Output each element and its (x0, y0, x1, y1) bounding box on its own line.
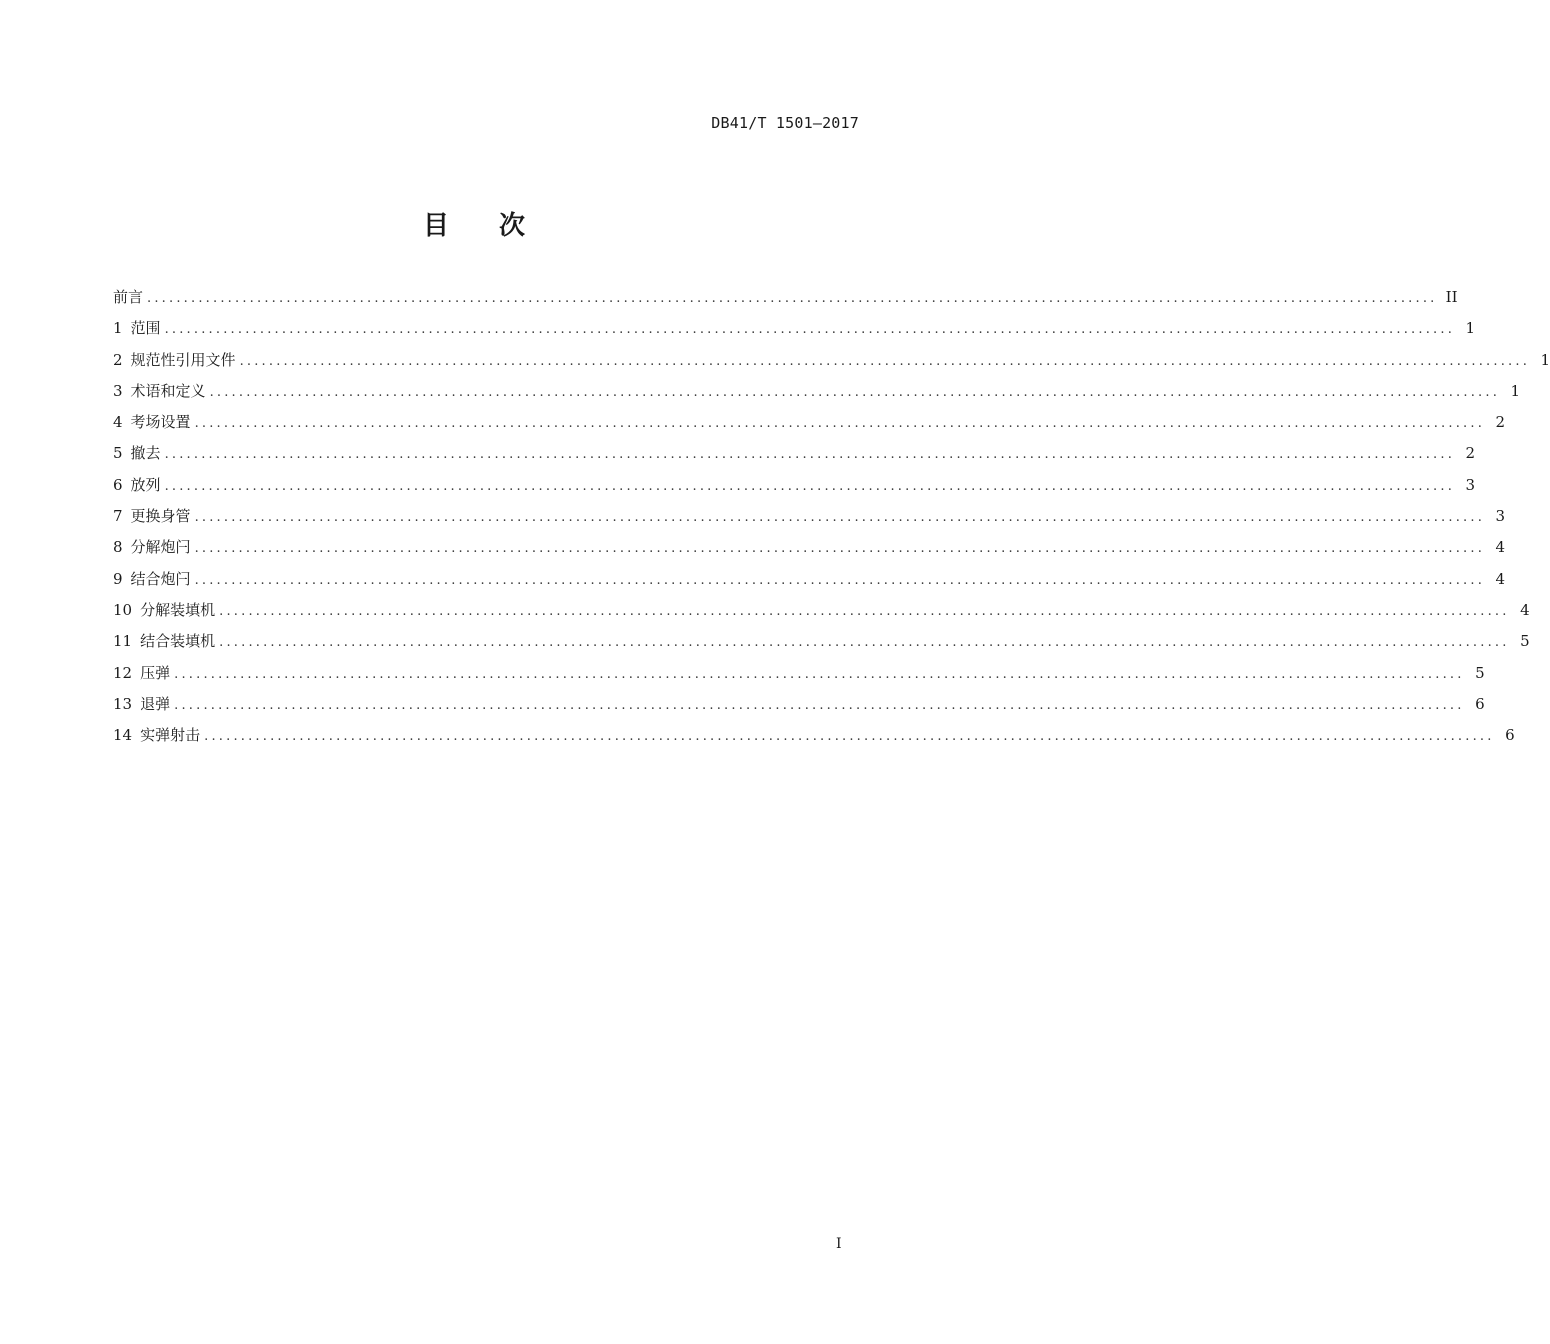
toc-entry-number: 3 (113, 381, 123, 400)
toc-entry-label: 退弹 (140, 694, 171, 713)
toc-entry-page: 3 (1465, 475, 1476, 494)
toc-dot-leader: ................................................................................................................................................................................ (164, 478, 1456, 494)
toc-entry-page: 1 (1465, 319, 1476, 338)
toc-entry-label: 放列 (130, 475, 161, 494)
toc-entry-label: 结合装填机 (140, 632, 216, 651)
toc-dot-leader: ................................................................................................................................................................................ (194, 416, 1486, 432)
toc-entry-2[interactable] (113, 348, 1550, 379)
toc-entry-5[interactable] (113, 441, 1476, 472)
toc-entry-7[interactable] (113, 504, 1506, 535)
toc-title (0, 205, 950, 242)
toc-entry-1[interactable] (113, 316, 1476, 347)
toc-entry-label: 范围 (130, 319, 161, 338)
toc-dot-leader: ................................................................................................................................................................................ (164, 322, 1456, 338)
document-code: DB41/T 1501—2017 (711, 114, 859, 132)
toc-entry-10[interactable] (113, 598, 1530, 629)
toc-entry-number: 6 (113, 475, 123, 494)
toc-entry-page: 3 (1495, 507, 1506, 526)
toc-entry-number: 7 (113, 507, 123, 526)
toc-entry-number: 10 (113, 600, 133, 619)
toc-entry-label: 分解装填机 (140, 600, 216, 619)
toc-dot-leader: ................................................................................................................................................................................ (219, 635, 1510, 651)
toc-entry-page: II (1445, 288, 1458, 306)
toc-entry-9[interactable] (113, 567, 1506, 598)
toc-entry-page: 4 (1520, 600, 1530, 619)
toc-entry-label: 术语和定义 (130, 381, 206, 400)
toc-entry-number: 14 (113, 726, 133, 745)
toc-entry-page: 1 (1540, 350, 1550, 369)
toc-entry-label: 撤去 (130, 444, 161, 463)
toc-entry-number: 4 (113, 413, 123, 432)
toc-dot-leader: ................................................................................................................................................................................ (194, 572, 1486, 588)
toc-dot-leader: ................................................................................................................................................................................ (164, 447, 1456, 463)
page-number: I (836, 1236, 842, 1252)
toc-entry-page: 5 (1475, 663, 1485, 682)
toc-entry-14[interactable] (113, 723, 1515, 754)
toc-entry-page: 1 (1510, 381, 1521, 400)
toc-title-char-1: 目 (422, 211, 451, 241)
toc-title-char-2: 次 (499, 211, 528, 241)
toc-dot-leader: ................................................................................................................................................................................ (194, 541, 1486, 557)
toc-entry-label: 分解炮闩 (130, 538, 191, 557)
toc-entry-12[interactable] (113, 661, 1485, 692)
toc-entry-number: 11 (113, 632, 133, 651)
toc-entry-page: 4 (1495, 569, 1506, 588)
toc-entry-label: 考场设置 (130, 413, 191, 432)
toc-entry-3[interactable] (113, 379, 1521, 410)
toc-dot-leader: ................................................................................................................................................................................ (194, 510, 1486, 526)
toc-entry-page: 5 (1520, 632, 1530, 651)
toc-entry-11[interactable] (113, 629, 1530, 660)
toc-dot-leader: ................................................................................................................................................................................ (174, 666, 1465, 682)
toc-entry-label: 结合炮闩 (130, 569, 191, 588)
toc-entry-foreword[interactable] (113, 285, 1458, 316)
toc-entry-8[interactable] (113, 535, 1506, 566)
table-of-contents (113, 285, 1550, 754)
toc-entry-page: 6 (1505, 726, 1515, 745)
toc-dot-leader: ................................................................................................................................................................................ (204, 729, 1495, 745)
toc-entry-number: 8 (113, 538, 123, 557)
toc-entry-4[interactable] (113, 410, 1506, 441)
toc-entry-number: 13 (113, 694, 133, 713)
toc-entry-label: 更换身管 (130, 507, 191, 526)
toc-entry-label: 压弹 (140, 663, 171, 682)
toc-entry-page: 6 (1475, 694, 1485, 713)
toc-entry-number: 9 (113, 569, 123, 588)
toc-entry-6[interactable] (113, 473, 1476, 504)
toc-entry-label: 前言 (113, 288, 144, 306)
toc-entry-number: 2 (113, 350, 123, 369)
toc-entry-number: 5 (113, 444, 123, 463)
toc-entry-number: 1 (113, 319, 123, 338)
toc-entry-page: 4 (1495, 538, 1506, 557)
toc-dot-leader: ................................................................................................................................................................................ (219, 603, 1510, 619)
toc-dot-leader: ................................................................................................................................................................................ (209, 384, 1501, 400)
toc-dot-leader: ................................................................................................................................................................................ (239, 353, 1531, 369)
toc-entry-label: 规范性引用文件 (130, 350, 236, 369)
toc-dot-leader: ................................................................................................................................................................................ (174, 697, 1465, 713)
toc-entry-13[interactable] (113, 692, 1485, 723)
toc-entry-page: 2 (1465, 444, 1476, 463)
toc-entry-label: 实弹射击 (140, 726, 201, 745)
toc-entry-page: 2 (1495, 413, 1506, 432)
toc-entry-number: 12 (113, 663, 133, 682)
toc-dot-leader: ................................................................................................................................................................................ (147, 291, 1438, 306)
